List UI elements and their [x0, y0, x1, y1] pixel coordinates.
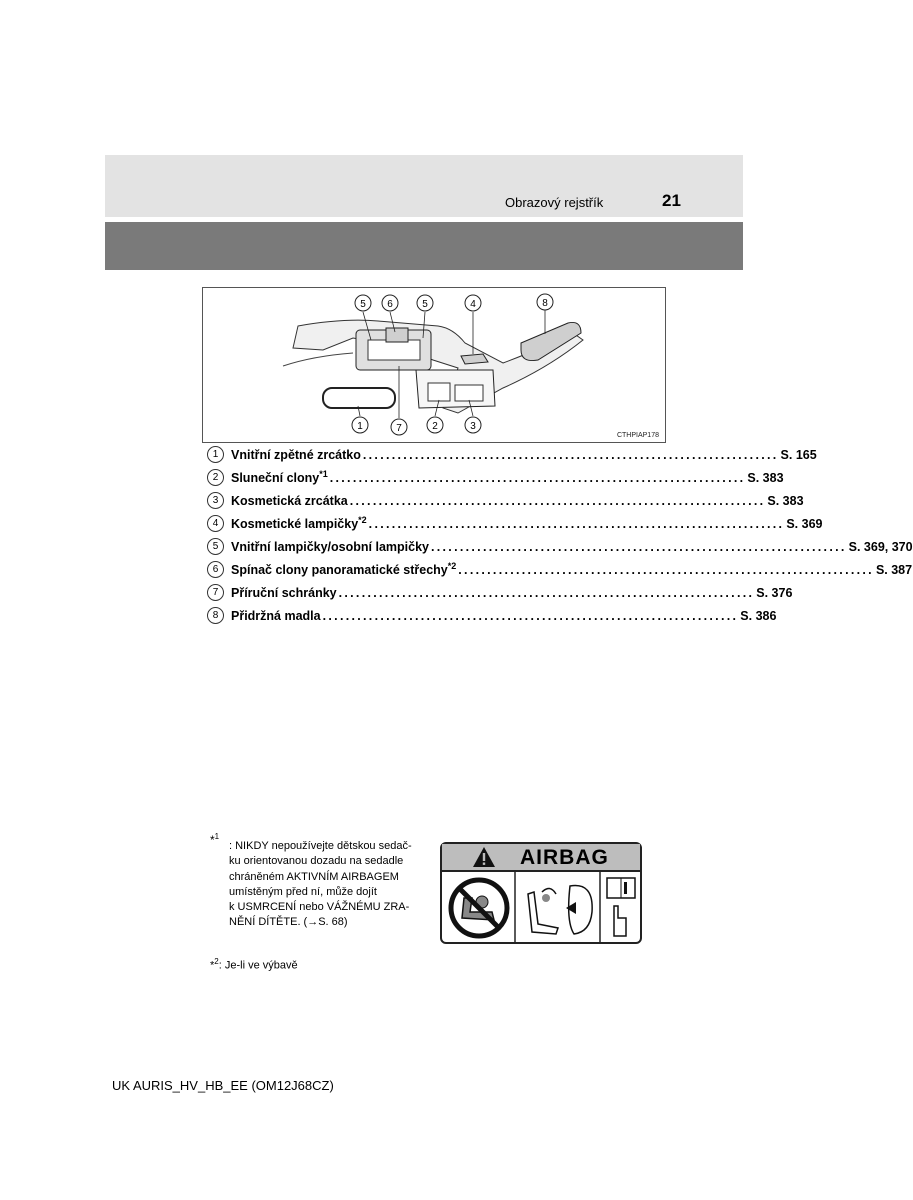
entry-label: Kosmetické lampičky$^{*2}$	[231, 515, 367, 532]
index-entry[interactable]	[207, 535, 913, 558]
dot-leader: ........................................................................	[362, 447, 779, 462]
entry-label: Vnitřní zpětné zrcátko	[231, 448, 361, 463]
figure-callout: 1	[357, 421, 363, 432]
figure-callout: 7	[396, 423, 402, 434]
dot-leader: ........................................................................	[368, 516, 785, 531]
footnote-mark: *$^1$	[210, 832, 220, 847]
entry-label: Příruční schránky	[231, 586, 337, 601]
figure-callout: 2	[432, 421, 438, 432]
entry-label: Přidržná madla	[231, 609, 321, 624]
entry-number: 3	[207, 492, 224, 509]
entry-number: 6	[207, 561, 224, 578]
airbag-deploy-icon	[528, 886, 592, 934]
index-entry[interactable]	[207, 443, 817, 466]
manual-info-icon	[607, 878, 635, 936]
warning-triangle-icon	[472, 846, 496, 868]
entry-page[interactable]: S. 369	[786, 516, 823, 531]
page-number: 21	[662, 191, 681, 210]
entry-label: Vnitřní lampičky/osobní lampičky	[231, 540, 429, 555]
figure-code: CTHPIAP178	[616, 432, 659, 439]
footer-code: UK AURIS_HV_HB_EE (OM12J68CZ)	[112, 1078, 334, 1093]
dot-leader: ........................................................................	[322, 608, 739, 623]
index-entry[interactable]	[207, 489, 804, 512]
figure-callout: 3	[470, 421, 476, 432]
figure-callout: 8	[542, 298, 548, 309]
index-entry[interactable]	[207, 466, 784, 489]
section-band	[105, 222, 743, 270]
entry-number: 7	[207, 584, 224, 601]
entry-number: 4	[207, 515, 224, 532]
entry-number: 8	[207, 607, 224, 624]
figure-callout: 6	[387, 299, 393, 310]
footnote-text: : NIKDY nepoužívejte dětskou sedač- ku orientovanou dozadu na sedadle chráněném AKTIVNÍM AIRBAGEM umístěným před ní, může dojít k USMRCENÍ nebo VÁŽNÉMU ZRA- NĚNÍ DÍTĚTE. (→S. 68)	[229, 840, 412, 929]
entry-label: Sluneční clony$^{*1}$	[231, 469, 328, 486]
dot-leader: ........................................................................	[349, 493, 766, 508]
ceiling-diagram	[203, 288, 665, 442]
airbag-pictograms	[442, 872, 640, 944]
interior-illustration	[202, 287, 666, 443]
entry-page[interactable]: S. 369, 370	[848, 539, 913, 554]
entry-number: 1	[207, 446, 224, 463]
dot-leader: ........................................................................	[458, 562, 874, 577]
entry-page[interactable]: S. 383	[767, 493, 804, 508]
entry-page[interactable]: S. 376	[756, 585, 793, 600]
index-entry[interactable]	[207, 512, 823, 535]
section-title: Obrazový rejstřík	[505, 195, 604, 210]
entry-page[interactable]: S. 387	[875, 562, 913, 577]
footnote-2: *$^2$: Je-li ve výbavě	[210, 957, 298, 972]
entry-label: Spínač clony panoramatické střechy$^{*2}$	[231, 561, 457, 578]
entry-page[interactable]: S. 383	[747, 470, 784, 485]
figure-callout: 5	[422, 299, 428, 310]
airbag-header	[442, 844, 640, 872]
dot-leader: ........................................................................	[329, 470, 746, 485]
index-entry[interactable]	[207, 604, 777, 627]
entry-label: Kosmetická zrcátka	[231, 494, 348, 509]
header-bar	[105, 155, 743, 217]
dot-leader: ........................................................................	[430, 539, 847, 554]
entry-page[interactable]: S. 386	[740, 608, 777, 623]
entry-page[interactable]: S. 165	[780, 447, 817, 462]
index-entry[interactable]	[207, 581, 793, 604]
figure-callout: 5	[360, 299, 366, 310]
entry-number: 5	[207, 538, 224, 555]
index-entry[interactable]	[207, 558, 913, 581]
entry-number: 2	[207, 469, 224, 486]
airbag-title: AIRBAG	[520, 846, 609, 869]
no-rear-facing-child-seat-icon	[451, 880, 507, 936]
dot-leader: ........................................................................	[338, 585, 755, 600]
figure-callout: 4	[470, 299, 476, 310]
airbag-warning-label	[440, 842, 642, 944]
index-list	[207, 443, 913, 627]
